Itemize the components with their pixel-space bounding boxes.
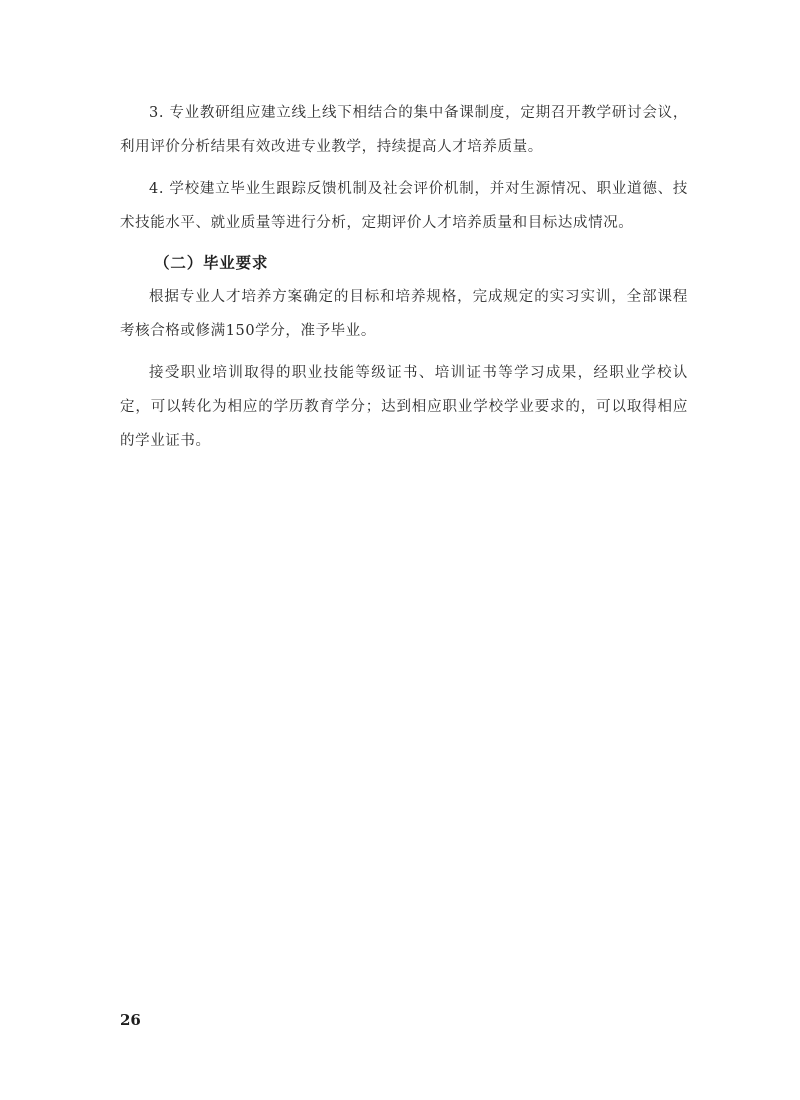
paragraph-graduate-tracking: 4. 学校建立毕业生跟踪反馈机制及社会评价机制，并对生源情况、职业道德、技术技能水平、就业质量等进行分析，定期评价人才培养质量和目标达成情况。 xyxy=(120,181,688,231)
page-number: 26 xyxy=(120,1011,141,1029)
paragraph-credit-transfer: 接受职业培训取得的职业技能等级证书、培训证书等学习成果，经职业学校认定，可以转化为相应的学历教育学分；达到相应职业学校学业要求的，可以取得相应的学业证书。 xyxy=(120,365,688,449)
page-content xyxy=(120,96,688,466)
paragraph-teaching-research: 3. 专业教研组应建立线上线下相结合的集中备课制度，定期召开教学研讨会议，利用评价分析结果有效改进专业教学，持续提高人才培养质量。 xyxy=(120,105,688,155)
paragraph-graduation-criteria: 根据专业人才培养方案确定的目标和培养规格，完成规定的实习实训，全部课程考核合格或修满150学分，准予毕业。 xyxy=(120,289,688,339)
section-heading-graduation-requirements: （二）毕业要求 xyxy=(154,254,269,272)
